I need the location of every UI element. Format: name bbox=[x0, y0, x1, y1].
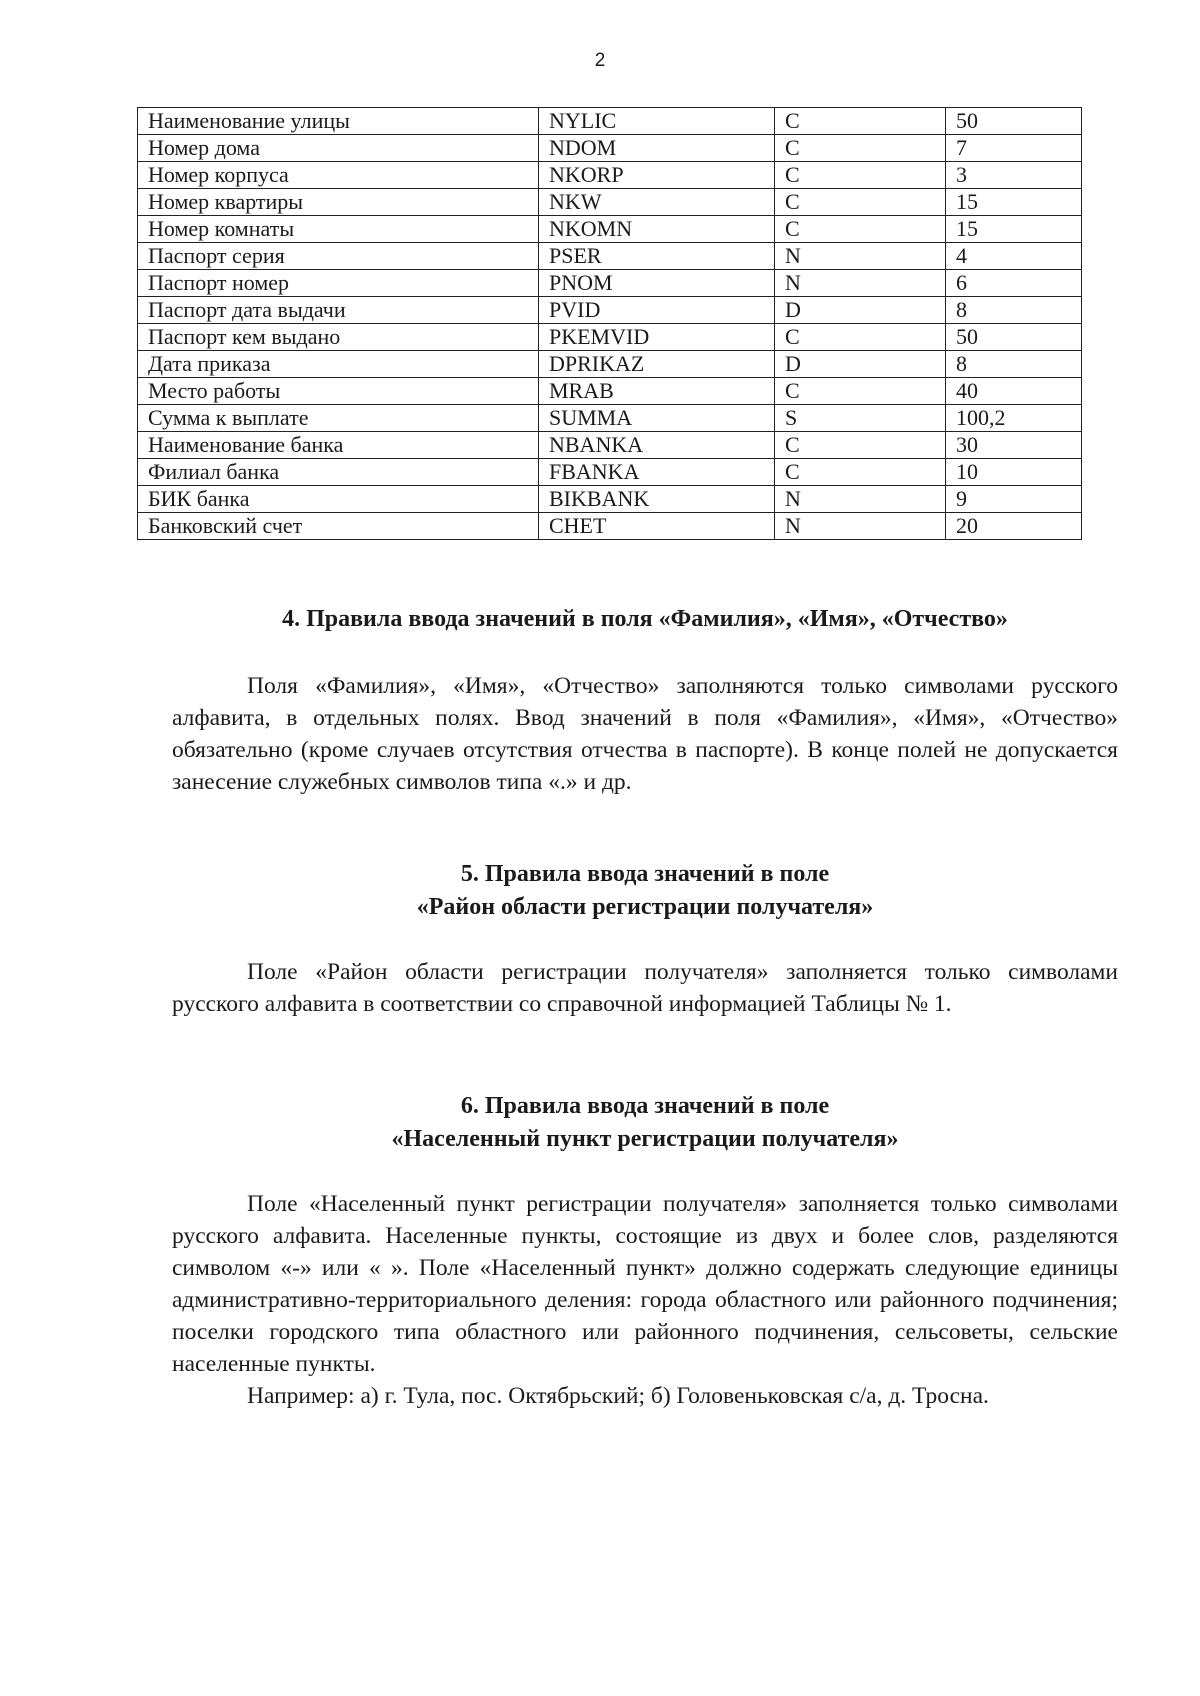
field-name-cell: Номер квартиры bbox=[138, 189, 539, 216]
field-length-cell: 30 bbox=[946, 432, 1082, 459]
fields-table-body bbox=[138, 108, 1082, 540]
field-name-cell: Паспорт серия bbox=[138, 243, 539, 270]
table-row bbox=[138, 162, 1082, 189]
field-length-cell: 4 bbox=[946, 243, 1082, 270]
field-length-cell: 6 bbox=[946, 270, 1082, 297]
field-code-cell: BIKBANK bbox=[539, 486, 775, 513]
field-type-cell: D bbox=[775, 351, 946, 378]
field-name-cell: Паспорт кем выдано bbox=[138, 324, 539, 351]
field-length-cell: 40 bbox=[946, 378, 1082, 405]
section-5-heading-line1: 5. Правила ввода значений в поле bbox=[460, 861, 830, 887]
field-length-cell: 10 bbox=[946, 459, 1082, 486]
field-name-cell: Номер корпуса bbox=[138, 162, 539, 189]
field-type-cell: C bbox=[775, 108, 946, 135]
table-row bbox=[138, 189, 1082, 216]
field-code-cell: SUMMA bbox=[539, 405, 775, 432]
field-code-cell: NKOMN bbox=[539, 216, 775, 243]
field-length-cell: 20 bbox=[946, 513, 1082, 540]
field-length-cell: 7 bbox=[946, 135, 1082, 162]
field-code-cell: CHET bbox=[539, 513, 775, 540]
field-type-cell: C bbox=[775, 432, 946, 459]
field-name-cell: Наименование улицы bbox=[138, 108, 539, 135]
field-length-cell: 50 bbox=[946, 108, 1082, 135]
field-length-cell: 15 bbox=[946, 216, 1082, 243]
field-code-cell: PSER bbox=[539, 243, 775, 270]
field-type-cell: C bbox=[775, 378, 946, 405]
field-code-cell: PVID bbox=[539, 297, 775, 324]
section-4 bbox=[172, 603, 1118, 798]
section-6-heading-line1: 6. Правила ввода значений в поле bbox=[460, 1093, 830, 1119]
table-row bbox=[138, 216, 1082, 243]
field-type-cell: C bbox=[775, 459, 946, 486]
page-number: 2 bbox=[594, 50, 606, 71]
section-6 bbox=[172, 1090, 1118, 1412]
field-code-cell: MRAB bbox=[539, 378, 775, 405]
section-5-heading-line2: «Район области регистрации получателя» bbox=[416, 894, 874, 920]
fields-table bbox=[137, 107, 1082, 540]
field-code-cell: NYLIC bbox=[539, 108, 775, 135]
field-name-cell: Дата приказа bbox=[138, 351, 539, 378]
field-code-cell: DPRIKAZ bbox=[539, 351, 775, 378]
table-row bbox=[138, 324, 1082, 351]
field-code-cell: FBANKA bbox=[539, 459, 775, 486]
field-type-cell: N bbox=[775, 513, 946, 540]
field-type-cell: D bbox=[775, 297, 946, 324]
table-row bbox=[138, 513, 1082, 540]
field-length-cell: 15 bbox=[946, 189, 1082, 216]
field-code-cell: NDOM bbox=[539, 135, 775, 162]
field-type-cell: C bbox=[775, 135, 946, 162]
table-row bbox=[138, 351, 1082, 378]
section-6-text: Поле «Населенный пункт регистрации получателя» заполняется только символами русского алфавита. Населенные пункты, состоящие из двух и более слов, разделяются символом «-» или « ». Поле «Населенный пункт» должно содержать следующие единицы административно-территориального деления: города областного или районного подчинения; поселки городского типа областного или районного подчинения, сельсоветы, сельские населенные пункты. bbox=[172, 1191, 1118, 1377]
field-length-cell: 50 bbox=[946, 324, 1082, 351]
section-5 bbox=[172, 858, 1118, 1020]
field-code-cell: NBANKA bbox=[539, 432, 775, 459]
table-row bbox=[138, 459, 1082, 486]
field-name-cell: Номер дома bbox=[138, 135, 539, 162]
table-row bbox=[138, 432, 1082, 459]
field-name-cell: Банковский счет bbox=[138, 513, 539, 540]
field-length-cell: 3 bbox=[946, 162, 1082, 189]
field-code-cell: PKEMVID bbox=[539, 324, 775, 351]
field-type-cell: C bbox=[775, 189, 946, 216]
section-5-text: Поле «Район области регистрации получателя» заполняется только символами русского алфавита в соответствии со справочной информацией Таблицы № 1. bbox=[172, 959, 1118, 1017]
field-type-cell: C bbox=[775, 324, 946, 351]
field-name-cell: Место работы bbox=[138, 378, 539, 405]
table-row bbox=[138, 405, 1082, 432]
section-4-text: Поля «Фамилия», «Имя», «Отчество» заполняются только символами русского алфавита, в отдельных полях. Ввод значений в поля «Фамилия», «Имя», «Отчество» обязательно (кроме случаев отсутствия отчества в паспорте). В конце полей не допускается занесение служебных символов типа «.» и др. bbox=[172, 673, 1118, 795]
field-name-cell: БИК банка bbox=[138, 486, 539, 513]
section-6-example: Например: а) г. Тула, пос. Октябрьский; б) Головеньковская с/а, д. Тросна. bbox=[247, 1383, 989, 1409]
field-name-cell: Номер комнаты bbox=[138, 216, 539, 243]
field-name-cell: Паспорт номер bbox=[138, 270, 539, 297]
field-type-cell: N bbox=[775, 243, 946, 270]
field-name-cell: Паспорт дата выдачи bbox=[138, 297, 539, 324]
field-type-cell: N bbox=[775, 270, 946, 297]
field-code-cell: PNOM bbox=[539, 270, 775, 297]
field-type-cell: C bbox=[775, 162, 946, 189]
table-row bbox=[138, 270, 1082, 297]
field-name-cell: Наименование банка bbox=[138, 432, 539, 459]
field-length-cell: 8 bbox=[946, 297, 1082, 324]
section-6-heading-line2: «Населенный пункт регистрации получателя» bbox=[391, 1126, 899, 1152]
field-type-cell: S bbox=[775, 405, 946, 432]
table-row bbox=[138, 486, 1082, 513]
field-name-cell: Сумма к выплате bbox=[138, 405, 539, 432]
field-code-cell: NKW bbox=[539, 189, 775, 216]
table-row bbox=[138, 243, 1082, 270]
field-length-cell: 8 bbox=[946, 351, 1082, 378]
field-type-cell: N bbox=[775, 486, 946, 513]
table-row bbox=[138, 378, 1082, 405]
field-length-cell: 100,2 bbox=[946, 405, 1082, 432]
field-type-cell: C bbox=[775, 216, 946, 243]
field-code-cell: NKORP bbox=[539, 162, 775, 189]
table-row bbox=[138, 108, 1082, 135]
section-4-heading: 4. Правила ввода значений в поля «Фамилия», «Имя», «Отчество» bbox=[282, 606, 1008, 632]
table-row bbox=[138, 135, 1082, 162]
field-name-cell: Филиал банка bbox=[138, 459, 539, 486]
table-row bbox=[138, 297, 1082, 324]
field-length-cell: 9 bbox=[946, 486, 1082, 513]
